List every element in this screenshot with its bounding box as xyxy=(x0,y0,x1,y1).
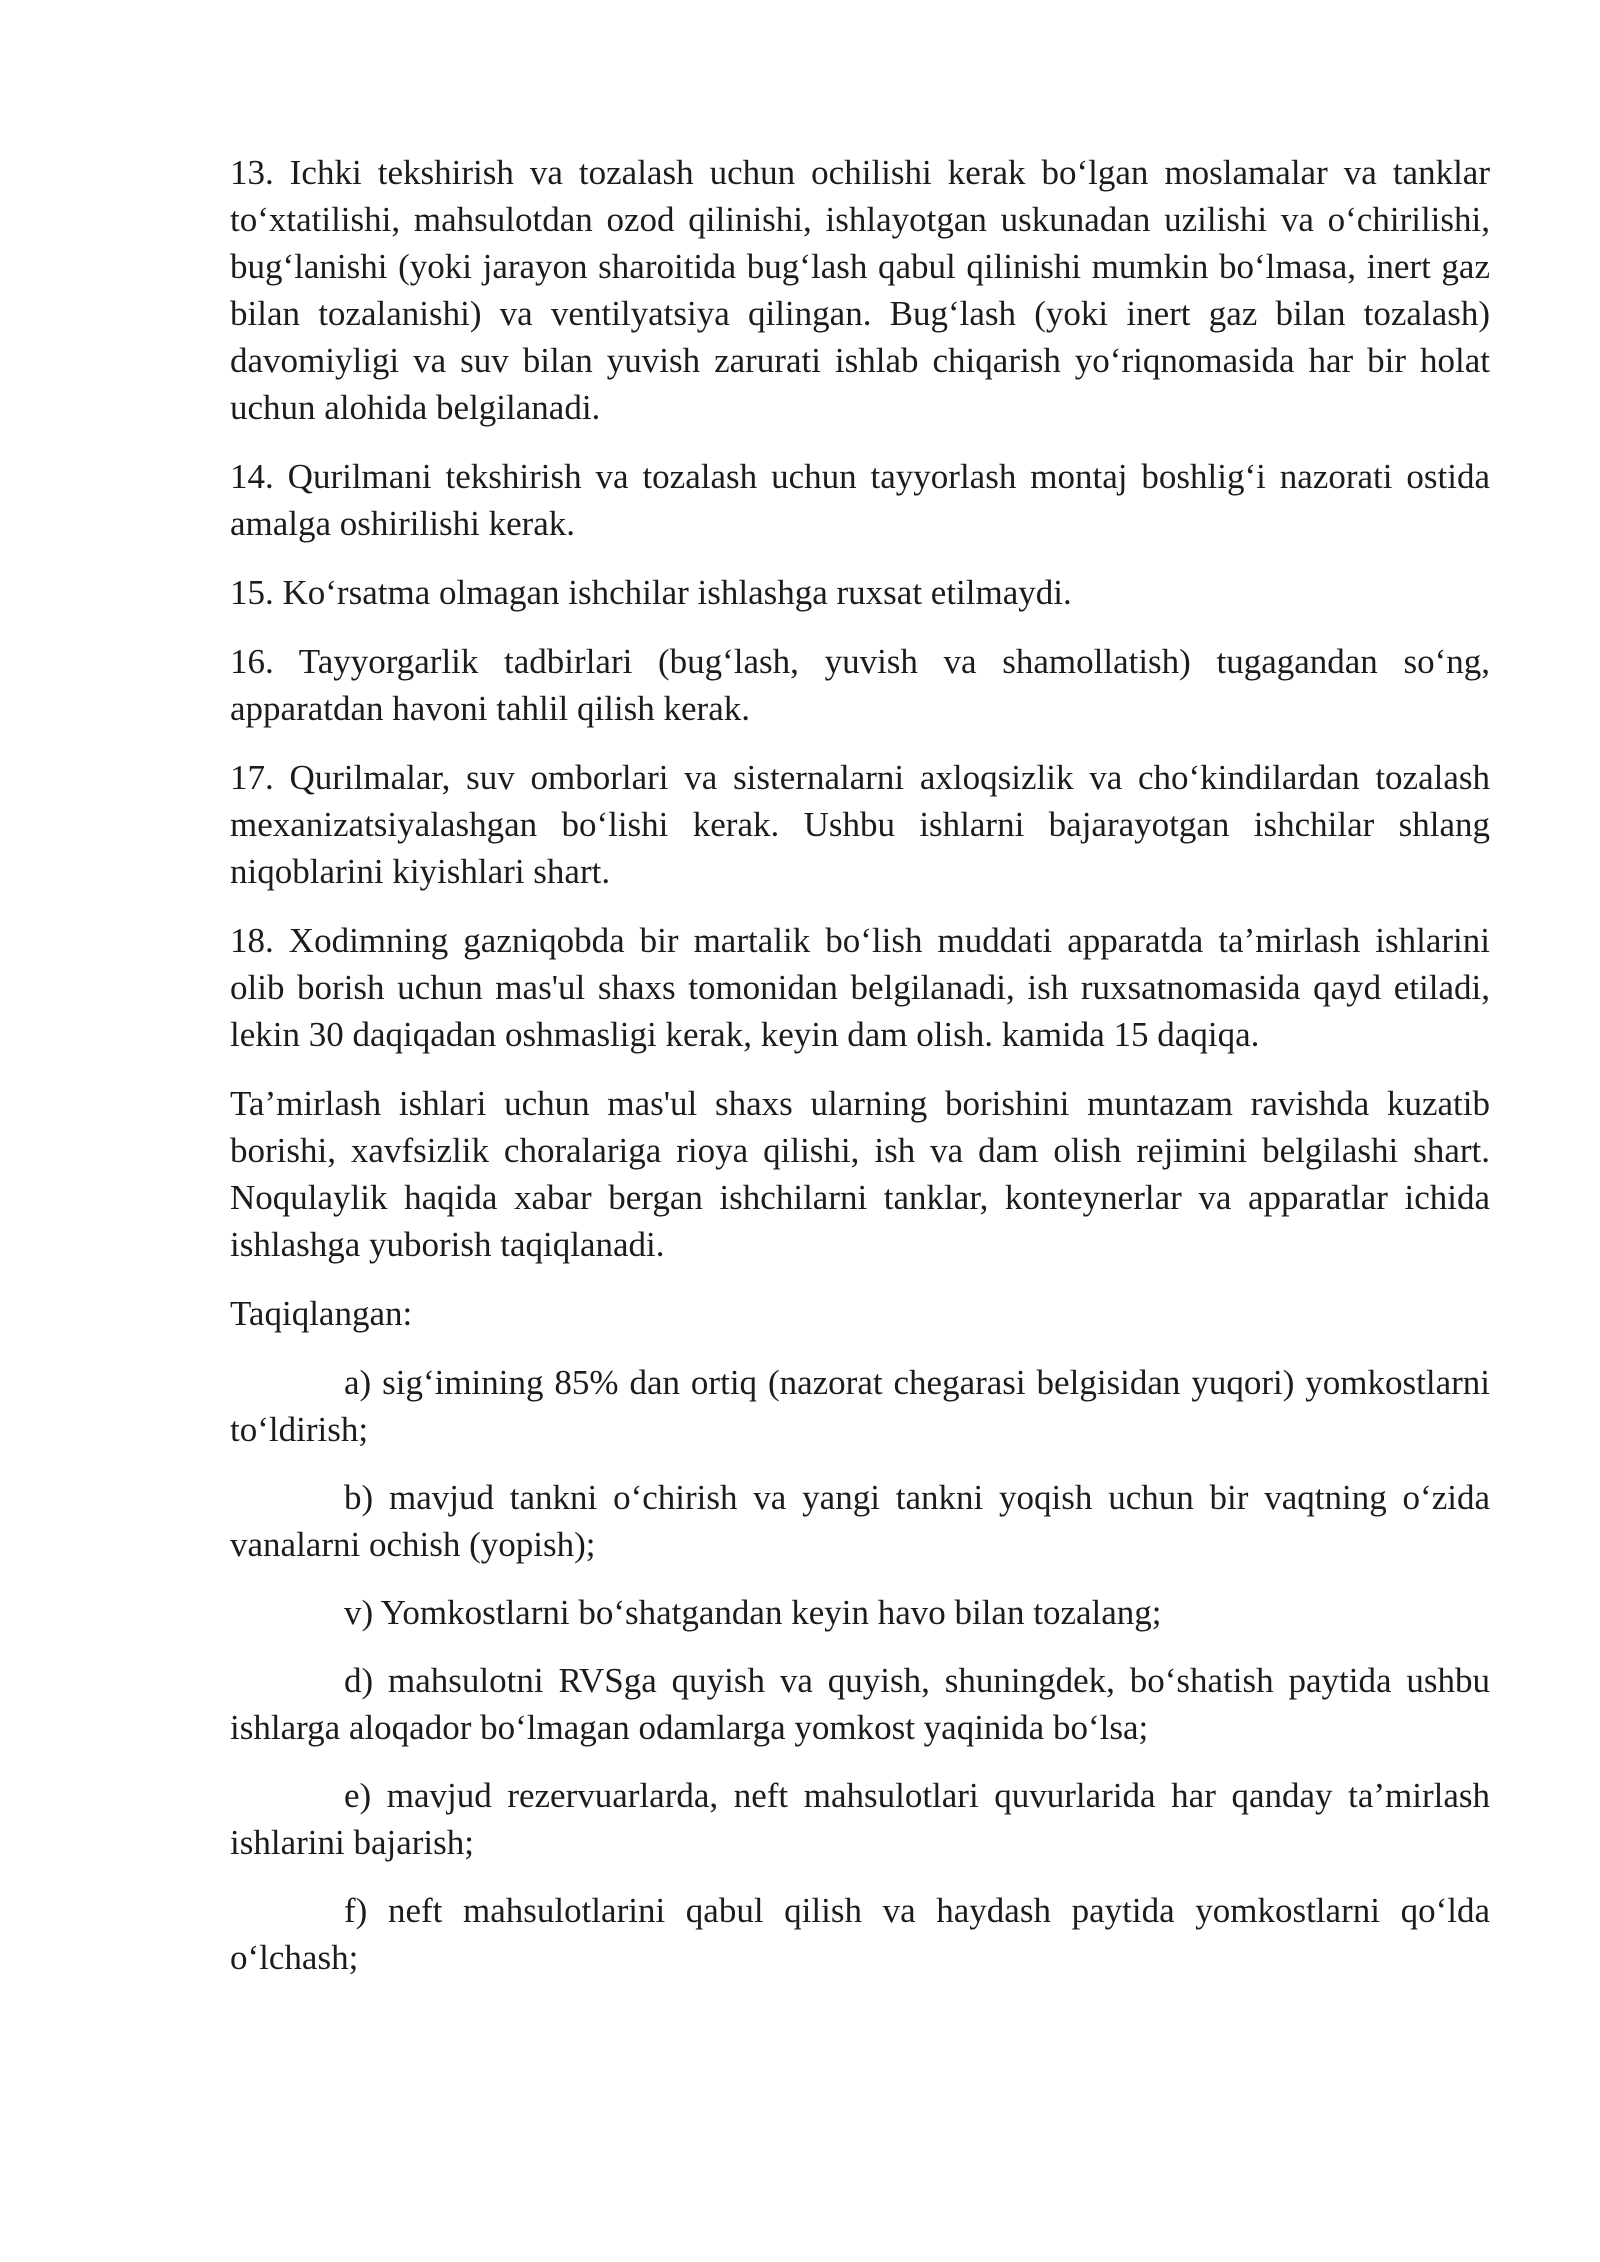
paragraph-17: 17. Qurilmalar, suv omborlari va sisternalarni axloqsizlik va cho‘kindilardan tozalash mexanizatsiyalashgan bo‘lishi kerak. Ushbu ishlarni bajarayotgan ishchilar shlang niqoblarini kiyishlari shart. xyxy=(230,758,1490,891)
paragraph-15: 15. Ko‘rsatma olmagan ishchilar ishlashga ruxsat etilmaydi. xyxy=(230,573,1072,612)
document-body xyxy=(230,149,1490,1981)
paragraph-18: 18. Xodimning gazniqobda bir martalik bo‘lish muddati apparatda ta’mirlash ishlarini olib borish uchun mas'ul shaxs tomonidan belgilanadi, ish ruxsatnomasida qayd etiladi, lekin 30 daqiqadan oshmasligi kerak, keyin dam olish. kamida 15 daqiqa. xyxy=(230,921,1490,1054)
prohibited-heading: Taqiqlangan: xyxy=(230,1294,413,1333)
list-item-f: f) neft mahsulotlarini qabul qilish va haydash paytida yomkostlarni qo‘lda o‘lchash; xyxy=(230,1891,1490,1977)
list-item-a: a) sig‘imining 85% dan ortiq (nazorat chegarasi belgisidan yuqori) yomkostlarni to‘ldirish; xyxy=(230,1363,1490,1449)
paragraph-13: 13. Ichki tekshirish va tozalash uchun ochilishi kerak bo‘lgan moslamalar va tanklar to‘xtatilishi, mahsulotdan ozod qilinishi, ishlayotgan uskunadan uzilishi va o‘chirilishi, bug‘lanishi (yoki jarayon sharoitida bug‘lash qabul qilinishi mumkin bo‘lmasa, inert gaz bilan tozalanishi) va ventilyatsiya qilingan. Bug‘lash (yoki inert gaz bilan tozalash) davomiyligi va suv bilan yuvish zarurati ishlab chiqarish yo‘riqnomasida har bir holat uchun alohida belgilanadi. xyxy=(230,153,1490,427)
paragraph-16: 16. Tayyorgarlik tadbirlari (bug‘lash, yuvish va shamollatish) tugagandan so‘ng, apparatdan havoni tahlil qilish kerak. xyxy=(230,642,1490,728)
list-item-b: b) mavjud tankni o‘chirish va yangi tankni yoqish uchun bir vaqtning o‘zida vanalarni ochish (yopish); xyxy=(230,1478,1490,1564)
list-item-e: e) mavjud rezervuarlarda, neft mahsulotlari quvurlarida har qanday ta’mirlash ishlarini bajarish; xyxy=(230,1776,1490,1862)
list-item-v: v) Yomkostlarni bo‘shatgandan keyin havo bilan tozalang; xyxy=(344,1593,1162,1632)
paragraph-14: 14. Qurilmani tekshirish va tozalash uchun tayyorlash montaj boshlig‘i nazorati ostida amalga oshirilishi kerak. xyxy=(230,457,1490,543)
paragraph-responsible-person: Ta’mirlash ishlari uchun mas'ul shaxs ularning borishini muntazam ravishda kuzatib borishi, xavfsizlik choralariga rioya qilishi, ish va dam olish rejimini belgilashi shart. Noqulaylik haqida xabar bergan ishchilarni tanklar, konteynerlar va apparatlar ichida ishlashga yuborish taqiqlanadi. xyxy=(230,1084,1490,1264)
list-item-d: d) mahsulotni RVSga quyish va quyish, shuningdek, bo‘shatish paytida ushbu ishlarga aloqador bo‘lmagan odamlarga yomkost yaqinida bo‘lsa; xyxy=(230,1661,1490,1747)
